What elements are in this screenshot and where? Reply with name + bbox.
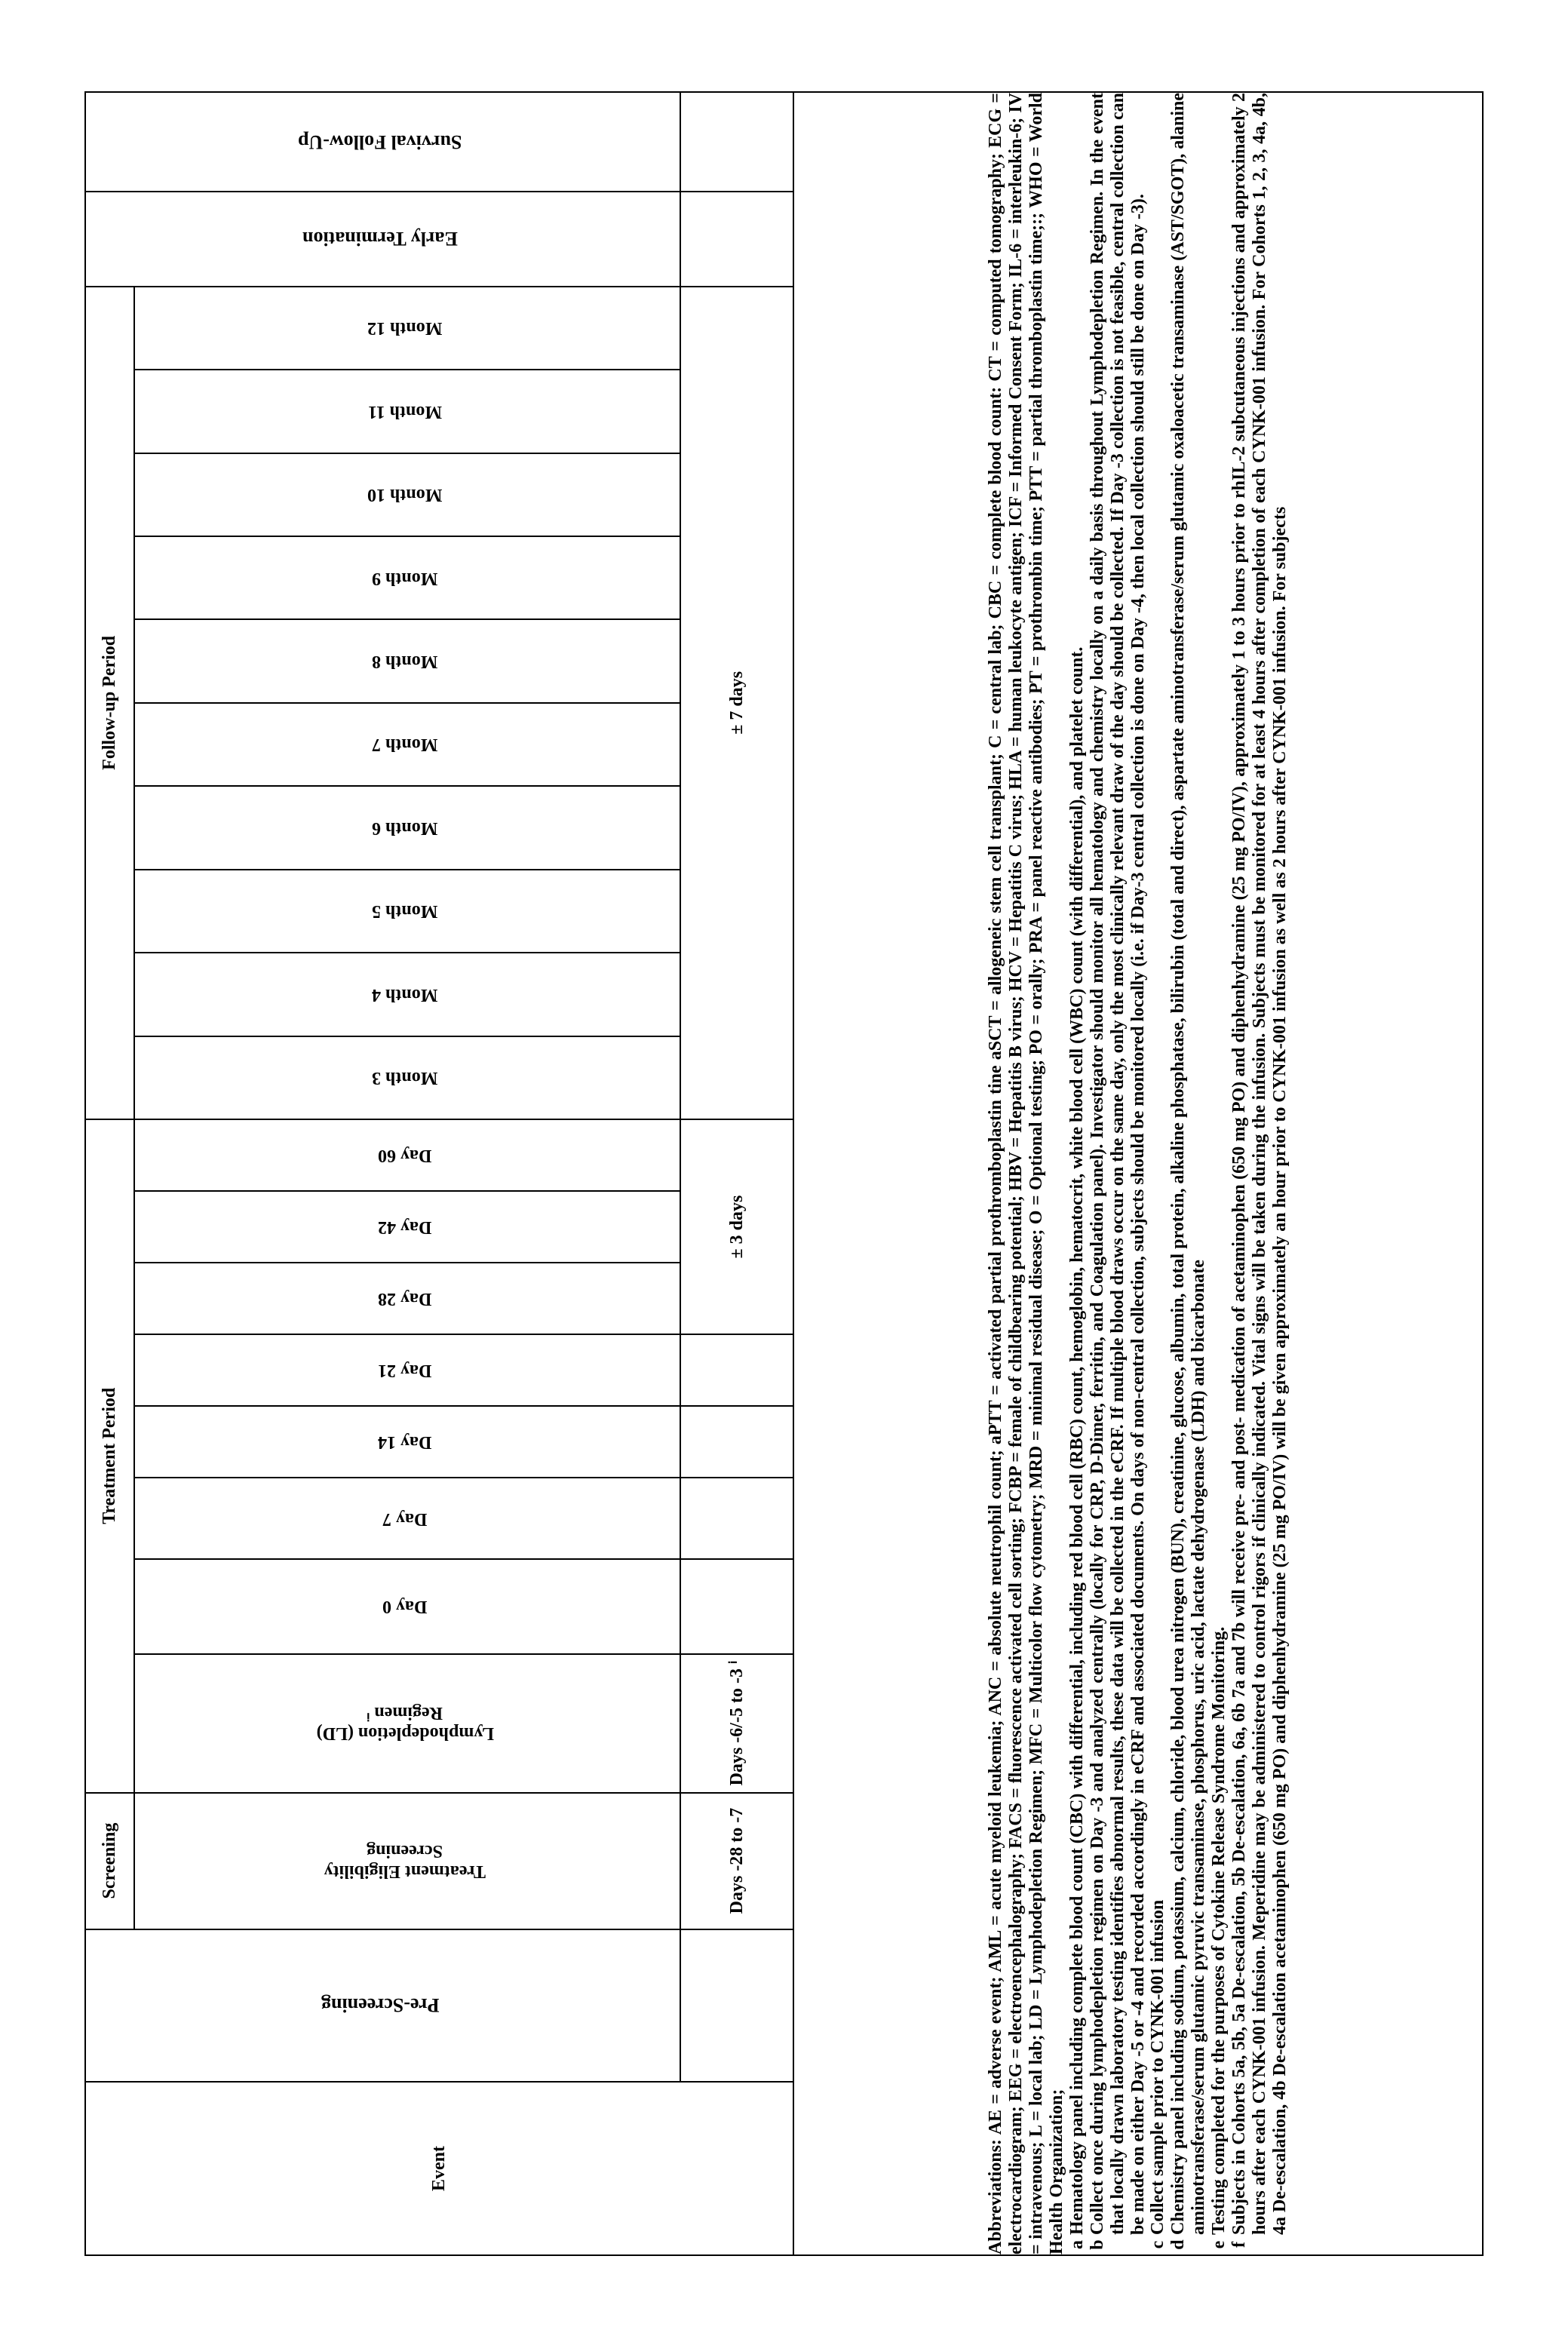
footnote-c	[1148, 93, 1168, 2254]
footnote-f	[1229, 93, 1290, 2254]
column-header-month-9	[134, 536, 680, 619]
column-header-treatment-eligibility-screening	[134, 1793, 680, 1929]
column-header-month-5	[134, 870, 680, 953]
column-header-lymphodepletion-regimen	[134, 1654, 680, 1793]
column-header-day-21	[134, 1334, 680, 1406]
column-header-month-8	[134, 619, 680, 702]
column-header-day-60	[134, 1119, 680, 1191]
column-header-day-21-label: Day 21	[377, 1361, 432, 1381]
abbreviations-paragraph: Abbreviations: AE = adverse event; AML = acute myeloid leukemia; ANC = absolute neutrophil count; aPTT = activated partial prothromboplastin tine aSCT = allogeneic stem cell transplant; C = central lab; CBC = complete blood count: CT = computed tomography; ECG = electrocardiogram; EEG = electroencephalography; FACS = fluorescence activated cell sorting; FCBP = female of childbearing potential; HBV = Hepatitis B virus; HCV = Hepatitis C virus; HLA = human leukocyte antigen; ICF = Informed Consent Form; IL-6 = interleukin-6; IV = intravenous; L = local lab; LD = Lymphodepletion Regimen; MFC = Multicolor flow cytometry; MRD = minimal residual disease; O = Optional testing; PO = orally; PRA = panel reactive antibodies; PT = prothrombin time; PTT = partial thromboplastin time;:; WHO = World Health Organization;	[986, 93, 1067, 2254]
visit-window-day-7	[680, 1478, 793, 1558]
column-header-month-3-label: Month 3	[371, 1068, 438, 1088]
column-header-day-14-label: Day 14	[377, 1432, 432, 1453]
footnote-d	[1168, 93, 1209, 2254]
schedule-of-assessments-table-wrapper	[84, 91, 1484, 2256]
footnote-b-marker: b	[1087, 2239, 1107, 2250]
period-header-survival-followup-label: Survival Follow-Up	[298, 130, 462, 153]
column-header-month-10	[134, 453, 680, 536]
column-header-month-10-label: Month 10	[367, 485, 443, 505]
column-header-month-7	[134, 703, 680, 786]
visit-window-day-21	[680, 1334, 793, 1406]
period-header-survival-followup	[85, 92, 680, 192]
schedule-of-assessments-table	[84, 91, 1484, 2256]
footnote-c-marker: c	[1148, 2240, 1168, 2249]
column-header-month-12-label: Month 12	[367, 318, 443, 339]
footnotes-cell	[793, 92, 1483, 2255]
period-header-pre-screening	[85, 1929, 680, 2082]
visit-window-treatment-plusminus-3-days: ± 3 days	[680, 1119, 793, 1334]
table-visit-window-row	[680, 92, 793, 2255]
column-header-month-11	[134, 370, 680, 453]
table-footnotes-row	[793, 92, 1483, 2255]
footnote-d-text: Chemistry panel including sodium, potassium, calcium, chloride, blood urea nitrogen (BUN), creatinine, glucose, albumin, total protein, alkaline phosphatase, bilirubin (total and direct), aspartate aminotransferase/serum glutamic oxaloacetic transaminase (AST/SGOT), alanine aminotransferase/serum glutamic pyruvic transaminase, phosphorus, uric acid, lactate dehydrogenase (LDH) and bicarbonate	[1168, 93, 1209, 2235]
visit-window-day-0	[680, 1559, 793, 1654]
period-header-early-termination	[85, 192, 680, 287]
period-header-followup: Follow-up Period	[85, 287, 134, 1119]
column-header-month-11-label: Month 11	[367, 401, 442, 422]
column-header-day-14	[134, 1406, 680, 1478]
period-header-pre-screening-label: Pre-Screening	[321, 1994, 440, 2017]
column-header-treatment-eligibility-screening-label: Treatment Eligibility Screening	[324, 1841, 486, 1881]
column-header-day-42-label: Day 42	[377, 1217, 432, 1238]
table-header-row-periods	[85, 92, 134, 2255]
footnote-a-text: Hematology panel including complete blood count (CBC) with differential, including red blood cell (RBC) count, hemoglobin, hematocrit, white blood cell (WBC) count (with differential), and platelet count.	[1066, 646, 1087, 2235]
column-header-day-42	[134, 1191, 680, 1263]
column-header-day-28	[134, 1263, 680, 1334]
footnote-a	[1067, 93, 1088, 2254]
column-header-month-12	[134, 287, 680, 370]
footnote-e-text: Testing completed for the purposes of Cytokine Release Syndrome Monitoring.	[1209, 1626, 1229, 2235]
visit-window-pre-screening	[680, 1929, 793, 2082]
footnote-e	[1209, 93, 1229, 2254]
footnote-b-text: Collect once during lymphodepletion regimen on Day -3 and analyzed centrally (locally for CRP, D-Dimer, ferritin, and Coagulation panel). Investigator should monitor all hematology and chemistry locally on a daily basis throughout Lymphodepletion Regimen. In the event that locally drawn laboratory testing identifies abnormal results, these data will be collected in the eCRF. If multiple blood draws occur on the same day, only the most clinically relevant draw of the day should be collected. If Day -3 collection is not feasible, central collection can be made on either Day -5 or -4 and recorded accordingly in eCRF and associated documents. On days of non-central collection, subjects should be monitored locally (i.e. if Day-3 central collection is done on Day -4, then local collection should still be done on Day -3).	[1087, 93, 1148, 2235]
event-column-header: Event	[85, 2082, 793, 2255]
column-header-month-4	[134, 953, 680, 1036]
column-header-month-6	[134, 786, 680, 869]
visit-window-followup-plusminus-7-days: ± 7 days	[680, 287, 793, 1119]
footnote-c-text: Collect sample prior to CYNK-001 infusion	[1148, 1899, 1168, 2235]
column-header-day-7	[134, 1478, 680, 1558]
column-header-lymphodepletion-regimen-label: Lymphodepletion (LD) Regimen ⁱ	[315, 1703, 494, 1744]
column-header-day-0-label: Day 0	[382, 1597, 428, 1617]
period-header-treatment: Treatment Period	[85, 1119, 134, 1793]
footnote-b	[1088, 93, 1149, 2254]
column-header-month-8-label: Month 8	[371, 652, 438, 672]
column-header-day-28-label: Day 28	[377, 1289, 432, 1309]
visit-window-screening: Days -28 to -7	[680, 1793, 793, 1929]
column-header-month-3	[134, 1036, 680, 1119]
visit-window-lymphodepletion: Days -6/-5 to -3 ⁱ	[680, 1654, 793, 1793]
footnote-a-marker: a	[1066, 2240, 1087, 2249]
column-header-month-7-label: Month 7	[371, 735, 438, 755]
column-header-month-6-label: Month 6	[371, 818, 438, 838]
footnote-f-text: Subjects in Cohorts 5a, 5b, 5a De-escalation, 5b De-escalation, 6a, 6b 7a and 7b will receive pre- and post- medication of acetaminophen (650 mg PO) and diphenhydramine (25 mg PO/IV), approximately 1 to 3 hours prior to rhIL-2 subcutaneous injections and approximately 2 hours after each CYNK-001 infusion. Meperidine may be administered to control rigors if clinically indicated. Vital signs will be taken during the infusion. Subjects must be monitored for at least 4 hours after completion of each CYNK-001 infusion. For Cohorts 1, 2, 3, 4a, 4b, 4a De-escalation, 4b De-escalation acetaminophen (650 mg PO) and diphenhydramine (25 mg PO/IV) will be given approximately an hour prior to CYNK-001 infusion as well as 2 hours after CYNK-001 infusion. For subjects	[1229, 93, 1290, 2235]
footnote-f-marker: f	[1229, 2242, 1249, 2248]
visit-window-survival-followup	[680, 92, 793, 192]
column-header-month-5-label: Month 5	[371, 901, 438, 922]
column-header-month-4-label: Month 4	[371, 984, 438, 1005]
column-header-day-0	[134, 1559, 680, 1654]
period-header-screening: Screening	[85, 1793, 134, 1929]
column-header-day-60-label: Day 60	[377, 1145, 432, 1165]
period-header-early-termination-label: Early Termination	[302, 228, 458, 250]
visit-window-day-14	[680, 1406, 793, 1478]
column-header-month-9-label: Month 9	[371, 568, 438, 588]
footnote-e-marker: e	[1209, 2240, 1229, 2249]
column-header-day-7-label: Day 7	[382, 1509, 428, 1529]
footnote-d-marker: d	[1168, 2239, 1189, 2250]
visit-window-early-termination	[680, 192, 793, 287]
